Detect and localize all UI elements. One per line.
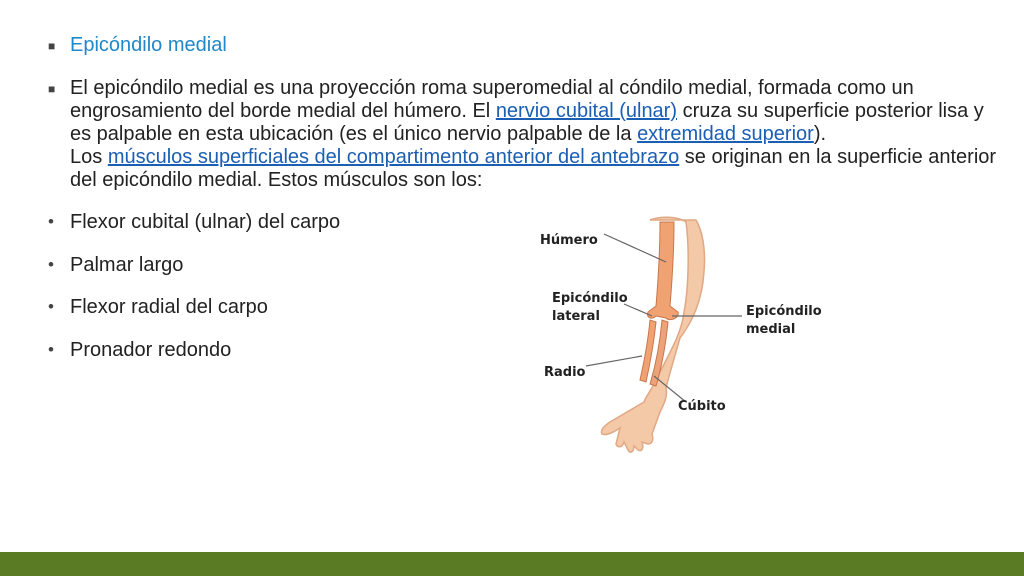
label-radio: Radio	[544, 365, 586, 380]
desc-text-1: El epicóndilo medial es una proyección roma superomedial al cóndilo medial, formada como un engrosamiento del borde medial del húmero. El	[70, 77, 914, 122]
dot-bullet-icon: •	[48, 212, 54, 231]
square-bullet-icon: ■	[48, 82, 56, 96]
muscle-item-3: Flexor radial del carpo	[70, 296, 268, 318]
list-item	[48, 211, 340, 234]
nervio-cubital-link[interactable]: nervio cubital (ulnar)	[495, 100, 678, 122]
slide-heading: Epicóndilo medial	[70, 34, 227, 56]
label-epicondilo-lateral-1: Epicóndilo	[552, 291, 628, 306]
humero-leader-line	[604, 234, 666, 262]
square-bullet-icon: ■	[48, 39, 56, 53]
humerus-bone	[648, 222, 679, 320]
heading-row	[48, 34, 227, 58]
muscle-item-2: Palmar largo	[70, 254, 184, 276]
musculos-superficiales-link[interactable]: músculos superficiales del compartimento anterior del antebrazo	[107, 146, 680, 168]
desc-text-4: Los	[70, 146, 108, 168]
list-item	[48, 296, 268, 319]
label-cubito: Cúbito	[678, 399, 726, 414]
dot-bullet-icon: •	[48, 255, 54, 274]
description-row	[48, 77, 1000, 192]
description-paragraph	[70, 77, 1000, 192]
list-item	[48, 339, 231, 362]
desc-text-5: se originan en la superficie anterior del epicóndilo medial. Estos músculos son los:	[70, 146, 997, 191]
dot-bullet-icon: •	[48, 340, 54, 359]
desc-text-2: cruza su superficie posterior lisa y es palpable en esta ubicación (es el único nervio palpable de la	[70, 100, 984, 145]
muscle-item-4: Pronador redondo	[70, 339, 232, 361]
label-epicondilo-medial-2: medial	[746, 322, 796, 337]
footer-bar	[0, 552, 1024, 576]
label-epicondilo-medial-1: Epicóndilo	[746, 304, 822, 319]
arm-anatomy-figure	[520, 212, 860, 462]
extremidad-superior-link[interactable]: extremidad superior	[637, 123, 814, 145]
muscle-item-1: Flexor cubital (ulnar) del carpo	[70, 211, 341, 233]
label-humero: Húmero	[540, 233, 598, 248]
dot-bullet-icon: •	[48, 297, 54, 316]
radio-leader-line	[586, 356, 642, 366]
label-epicondilo-lateral-2: lateral	[552, 309, 600, 324]
list-item	[48, 254, 183, 277]
epicondilo-lateral-leader-line	[624, 304, 652, 316]
desc-text-3: ).	[813, 123, 827, 145]
